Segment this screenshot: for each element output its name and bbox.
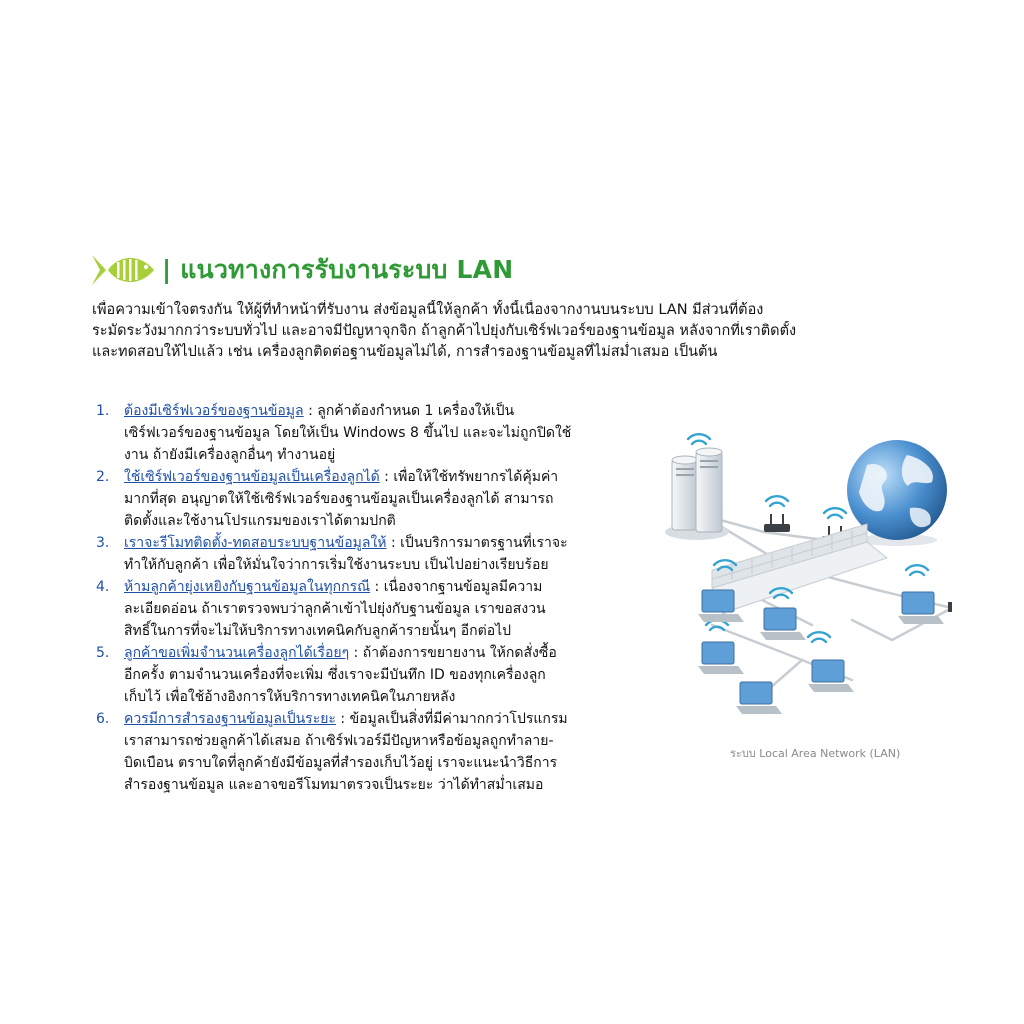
item-first-line [124, 466, 618, 488]
item-text-line: สำรองฐานข้อมูล และอาจขอรีโมทมาตรวจเป็นระยะ ว่าได้ทำสม่ำเสมอ [124, 777, 544, 793]
intro-line: และทดสอบให้ไปแล้ว เช่น เครื่องลูกติดต่อฐานข้อมูลไม่ได้, การสำรองฐานข้อมูลที่ไม่สม่ำเสมอ เป็นต้น [92, 344, 718, 360]
figure-caption: ระบบ Local Area Network (LAN) [730, 747, 901, 760]
item-first-line [124, 400, 618, 422]
wifi-icon [824, 508, 846, 518]
router-icon [948, 602, 952, 612]
wifi-icon [906, 565, 928, 575]
item-link[interactable]: ควรมีการสำรองฐานข้อมูลเป็นระยะ [124, 711, 336, 727]
item-number: 2. [96, 469, 110, 485]
page-title: | แนวทางการรับงานระบบ LAN [162, 255, 514, 284]
item-text-line: อีกครั้ง ตามจำนวนเครื่องที่จะเพิ่ม ซึ่งเราจะมีบันทึก ID ของทุกเครื่องลูก [124, 667, 546, 683]
item-first-text: : ข้อมูลเป็นสิ่งที่มีค่ามากกว่าโปรแกรม [335, 711, 568, 727]
item-text-line: เก็บไว้ เพื่อใช้อ้างอิงการให้บริการทางเทคนิคในภายหลัง [124, 689, 456, 705]
intro-paragraph [92, 300, 884, 363]
item-text-line: ละเอียดอ่อน ถ้าเราตรวจพบว่าลูกค้าเข้าไปยุ่งกับฐานข้อมูล เราขอสงวน [124, 601, 546, 617]
laptop-icon [898, 592, 944, 624]
page-header [90, 248, 610, 292]
item-link[interactable]: ใช้เซิร์ฟเวอร์ของฐานข้อมูลเป็นเครื่องลูกได้ [124, 469, 380, 485]
item-number: 1. [96, 403, 110, 419]
list-item [96, 532, 618, 576]
item-number: 6. [96, 711, 110, 727]
item-first-line [124, 576, 618, 598]
item-first-text: : เพื่อให้ใช้ทรัพยากรได้คุ้มค่า [379, 469, 559, 485]
list-item [96, 708, 618, 796]
laptop-icon [698, 642, 744, 674]
laptop-icon [736, 682, 782, 714]
item-text-line: เซิร์ฟเวอร์ของฐานข้อมูล โดยให้เป็น Windows 8 ขึ้นไป และจะไม่ถูกปิดใช้ [124, 425, 572, 441]
item-number: 3. [96, 535, 110, 551]
router-icon [764, 514, 790, 532]
list-item [96, 466, 618, 532]
item-text-line: งาน ถ้ายังมีเครื่องลูกอื่นๆ ทำงานอยู่ [124, 447, 336, 463]
laptop-icon [760, 608, 806, 640]
item-link[interactable]: เราจะรีโมทติดตั้ง-ทดสอบระบบฐานข้อมูลให้ [124, 535, 387, 551]
list-item [96, 576, 618, 642]
item-number: 4. [96, 579, 110, 595]
item-first-line [124, 642, 618, 664]
item-first-text: : ลูกค้าต้องกำหนด 1 เครื่องให้เป็น [303, 403, 515, 419]
item-text-line: สิทธิ์ในการที่จะไม่ให้บริการทางเทคนิคกับลูกค้ารายนั้นๆ อีกต่อไป [124, 623, 512, 639]
laptop-icon [808, 660, 854, 692]
intro-line: เพื่อความเข้าใจตรงกัน ให้ผู้ที่ทำหน้าที่รับงาน ส่งข้อมูลนี้ให้ลูกค้า ทั้งนี้เนื่องจากงานบนระบบ LAN มีส่วนที่ต้อง [92, 302, 764, 318]
item-first-text: : เนื่องจากฐานข้อมูลมีความ [370, 579, 543, 595]
item-link[interactable]: ลูกค้าขอเพิ่มจำนวนเครื่องลูกได้เรื่อยๆ [124, 645, 350, 661]
item-link[interactable]: ต้องมีเซิร์ฟเวอร์ของฐานข้อมูล [124, 403, 304, 419]
item-text-line: เราสามารถช่วยลูกค้าได้เสมอ ถ้าเซิร์ฟเวอร์มีปัญหาหรือข้อมูลถูกทำลาย- [124, 733, 554, 749]
item-text-line: ทำให้กับลูกค้า เพื่อให้มั่นใจว่าการเริ่มใช้งานระบบ เป็นไปอย่างเรียบร้อย [124, 557, 549, 573]
list-item [96, 642, 618, 708]
list-item [96, 400, 618, 466]
fish-logo-icon [90, 249, 156, 291]
item-first-line [124, 532, 618, 554]
item-first-line [124, 708, 618, 730]
wifi-icon [766, 496, 788, 506]
wifi-icon [688, 434, 710, 444]
item-first-text: : เป็นบริการมาตรฐานที่เราจะ [386, 535, 568, 551]
item-text-line: มากที่สุด อนุญาตให้ใช้เซิร์ฟเวอร์ของฐานข้อมูลเป็นเครื่องลูกได้ สามารถ [124, 491, 554, 507]
intro-line: ระมัดระวังมากกว่าระบบทั่วไป และอาจมีปัญหาจุกจิก ถ้าลูกค้าไปยุ่งกับเซิร์ฟเวอร์ของฐานข้อมูล หลังจากที่เราติดตั้ง [92, 323, 797, 339]
lan-network-illustration [652, 420, 952, 742]
item-link[interactable]: ห้ามลูกค้ายุ่งเหยิงกับฐานข้อมูลในทุกกรณี [124, 579, 371, 595]
item-text-line: บิดเบือน ตราบใดที่ลูกค้ายังมีข้อมูลที่สำรองเก็บไว้อยู่ เราจะแนะนำวิธีการ [124, 755, 558, 771]
item-text-line: ติดตั้งและใช้งานโปรแกรมของเราได้ตามปกติ [124, 513, 396, 529]
item-number: 5. [96, 645, 110, 661]
item-first-text: : ถ้าต้องการขยายงาน ให้กดสั่งซื้อ [349, 645, 557, 661]
server-icon [665, 448, 729, 540]
policy-list [96, 400, 618, 796]
wifi-icon [808, 632, 830, 642]
